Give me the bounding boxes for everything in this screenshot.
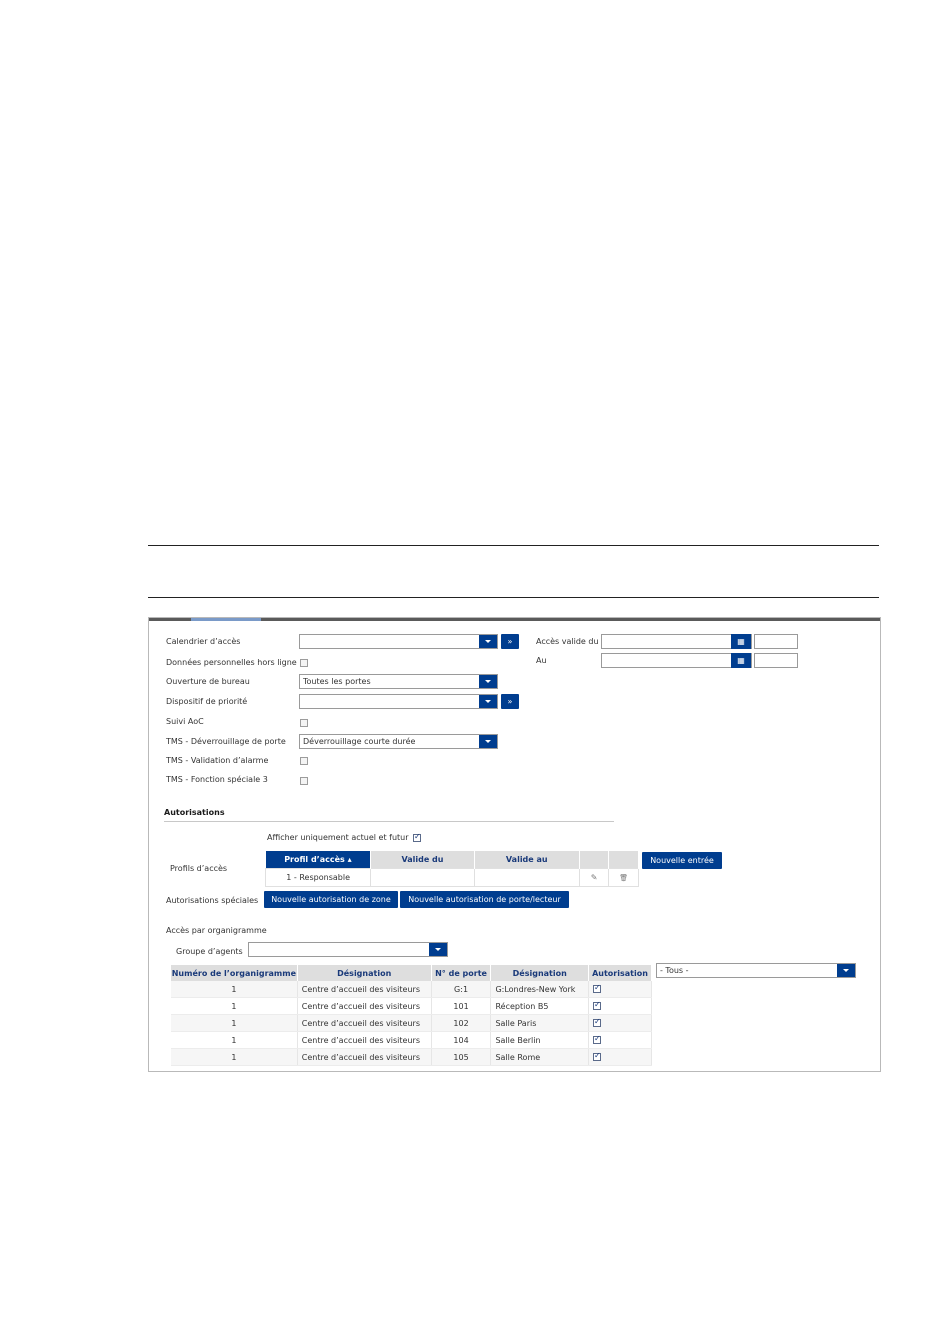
show-current-label: Afficher uniquement actuel et futur xyxy=(267,833,409,842)
table-row[interactable] xyxy=(171,1049,652,1066)
delete-column-header xyxy=(609,851,639,869)
org-access-table xyxy=(171,965,652,1066)
authorization-checkbox[interactable] xyxy=(593,1053,601,1061)
calendar-select[interactable] xyxy=(299,634,498,649)
tms-unlock-label: TMS - Déverrouillage de porte xyxy=(166,737,286,746)
delete-icon[interactable]: 🗑 xyxy=(609,869,639,887)
chevron-down-icon[interactable] xyxy=(429,942,447,957)
authorizations-heading: Autorisations xyxy=(164,808,225,817)
valid-to-label: Au xyxy=(536,656,547,665)
org-number-cell: 1 xyxy=(171,1032,297,1049)
show-current-checkbox[interactable] xyxy=(413,834,421,842)
valid-to-column-header[interactable]: Valide au xyxy=(474,851,579,869)
designation-column-header[interactable]: Désignation xyxy=(297,965,431,981)
calendar-label: Calendrier d’accès xyxy=(166,637,241,646)
designation-cell: Centre d’accueil des visiteurs xyxy=(297,998,431,1015)
org-number-cell: 1 xyxy=(171,1015,297,1032)
profile-column-header[interactable]: Profil d’accès ▴ xyxy=(266,851,371,869)
personal-data-checkbox[interactable] xyxy=(300,659,308,667)
valid-from-time-input[interactable] xyxy=(754,634,798,649)
edit-icon[interactable]: ✎ xyxy=(579,869,609,887)
access-settings-panel xyxy=(148,617,881,1072)
table-row[interactable] xyxy=(171,1015,652,1032)
valid-from-cell xyxy=(371,869,474,887)
org-number-cell: 1 xyxy=(171,981,297,998)
calendar-icon[interactable]: ▦ xyxy=(731,634,751,649)
door-designation-column-header[interactable]: Désignation xyxy=(491,965,589,981)
authorization-checkbox[interactable] xyxy=(593,1036,601,1044)
chevron-down-icon[interactable] xyxy=(479,634,497,649)
tms-special-checkbox[interactable] xyxy=(300,777,308,785)
authorization-column-header[interactable]: Autorisation xyxy=(589,965,652,981)
authorization-filter-select[interactable] xyxy=(656,963,856,978)
chevron-down-icon[interactable] xyxy=(479,734,497,749)
profile-cell: 1 - Responsable xyxy=(266,869,371,887)
office-opening-label: Ouverture de bureau xyxy=(166,677,250,686)
table-row[interactable] xyxy=(171,1032,652,1049)
valid-from-label: Accès valide du xyxy=(536,637,599,646)
new-zone-authorization-button[interactable]: Nouvelle autorisation de zone xyxy=(264,891,398,908)
authorization-cell xyxy=(589,1015,652,1032)
door-number-cell: 104 xyxy=(431,1032,491,1049)
authorization-checkbox[interactable] xyxy=(593,985,601,993)
top-rule xyxy=(148,545,879,546)
bottom-rule xyxy=(148,597,879,598)
authorizations-divider xyxy=(164,821,614,822)
chevron-down-icon[interactable] xyxy=(479,674,497,689)
authorization-checkbox[interactable] xyxy=(593,1019,601,1027)
calendar-icon[interactable]: ▦ xyxy=(731,653,751,668)
tms-alarm-label: TMS - Validation d’alarme xyxy=(166,756,269,765)
profiles-label: Profils d’accès xyxy=(170,864,228,873)
office-opening-select[interactable] xyxy=(299,674,498,689)
new-entry-button[interactable]: Nouvelle entrée xyxy=(642,852,722,869)
agent-group-label: Groupe d’agents xyxy=(176,947,243,956)
priority-device-label: Dispositif de priorité xyxy=(166,697,248,706)
authorization-filter-value: - Tous - xyxy=(660,966,689,975)
priority-device-select[interactable] xyxy=(299,694,498,709)
valid-to-date-input[interactable] xyxy=(601,653,752,668)
designation-cell: Centre d’accueil des visiteurs xyxy=(297,1049,431,1066)
table-row[interactable] xyxy=(171,981,652,998)
designation-cell: Centre d’accueil des visiteurs xyxy=(297,981,431,998)
office-opening-value: Toutes les portes xyxy=(303,677,371,686)
door-designation-cell: Salle Paris xyxy=(491,1015,589,1032)
new-door-authorization-button[interactable]: Nouvelle autorisation de porte/lecteur xyxy=(400,891,569,908)
authorization-cell xyxy=(589,1032,652,1049)
door-designation-cell: Salle Rome xyxy=(491,1049,589,1066)
valid-to-time-input[interactable] xyxy=(754,653,798,668)
designation-cell: Centre d’accueil des visiteurs xyxy=(297,1015,431,1032)
door-designation-cell: Salle Berlin xyxy=(491,1032,589,1049)
valid-from-column-header[interactable]: Valide du xyxy=(371,851,474,869)
authorization-checkbox[interactable] xyxy=(593,1002,601,1010)
valid-to-cell xyxy=(474,869,579,887)
active-tab-indicator[interactable] xyxy=(191,618,261,621)
door-number-cell: G:1 xyxy=(431,981,491,998)
authorization-cell xyxy=(589,1049,652,1066)
aoc-checkbox[interactable] xyxy=(300,719,308,727)
door-number-cell: 102 xyxy=(431,1015,491,1032)
door-designation-cell: Réception B5 xyxy=(491,998,589,1015)
personal-data-label: Données personnelles hors ligne xyxy=(166,658,297,667)
chevron-down-icon[interactable] xyxy=(837,963,855,978)
chevron-down-icon[interactable] xyxy=(479,694,497,709)
aoc-label: Suivi AoC xyxy=(166,717,204,726)
door-number-column-header[interactable]: N° de porte xyxy=(431,965,491,981)
edit-column-header xyxy=(579,851,609,869)
tms-alarm-checkbox[interactable] xyxy=(300,757,308,765)
profiles-table xyxy=(265,851,639,887)
designation-cell: Centre d’accueil des visiteurs xyxy=(297,1032,431,1049)
door-number-cell: 101 xyxy=(431,998,491,1015)
tms-special-label: TMS - Fonction spéciale 3 xyxy=(166,775,268,784)
door-designation-cell: G:Londres-New York xyxy=(491,981,589,998)
agent-group-select[interactable] xyxy=(248,942,448,957)
door-number-cell: 105 xyxy=(431,1049,491,1066)
org-number-column-header[interactable]: Numéro de l’organigramme xyxy=(171,965,297,981)
authorization-cell xyxy=(589,998,652,1015)
table-row[interactable] xyxy=(171,998,652,1015)
org-number-cell: 1 xyxy=(171,1049,297,1066)
org-number-cell: 1 xyxy=(171,998,297,1015)
priority-expand-button[interactable]: » xyxy=(501,694,519,709)
tms-unlock-select[interactable] xyxy=(299,734,498,749)
special-authorizations-label: Autorisations spéciales xyxy=(166,896,259,905)
org-access-heading: Accès par organigramme xyxy=(166,926,267,935)
calendar-expand-button[interactable]: » xyxy=(501,634,519,649)
authorization-cell xyxy=(589,981,652,998)
table-row[interactable] xyxy=(266,869,639,887)
valid-from-date-input[interactable] xyxy=(601,634,752,649)
tms-unlock-value: Déverrouillage courte durée xyxy=(303,737,416,746)
